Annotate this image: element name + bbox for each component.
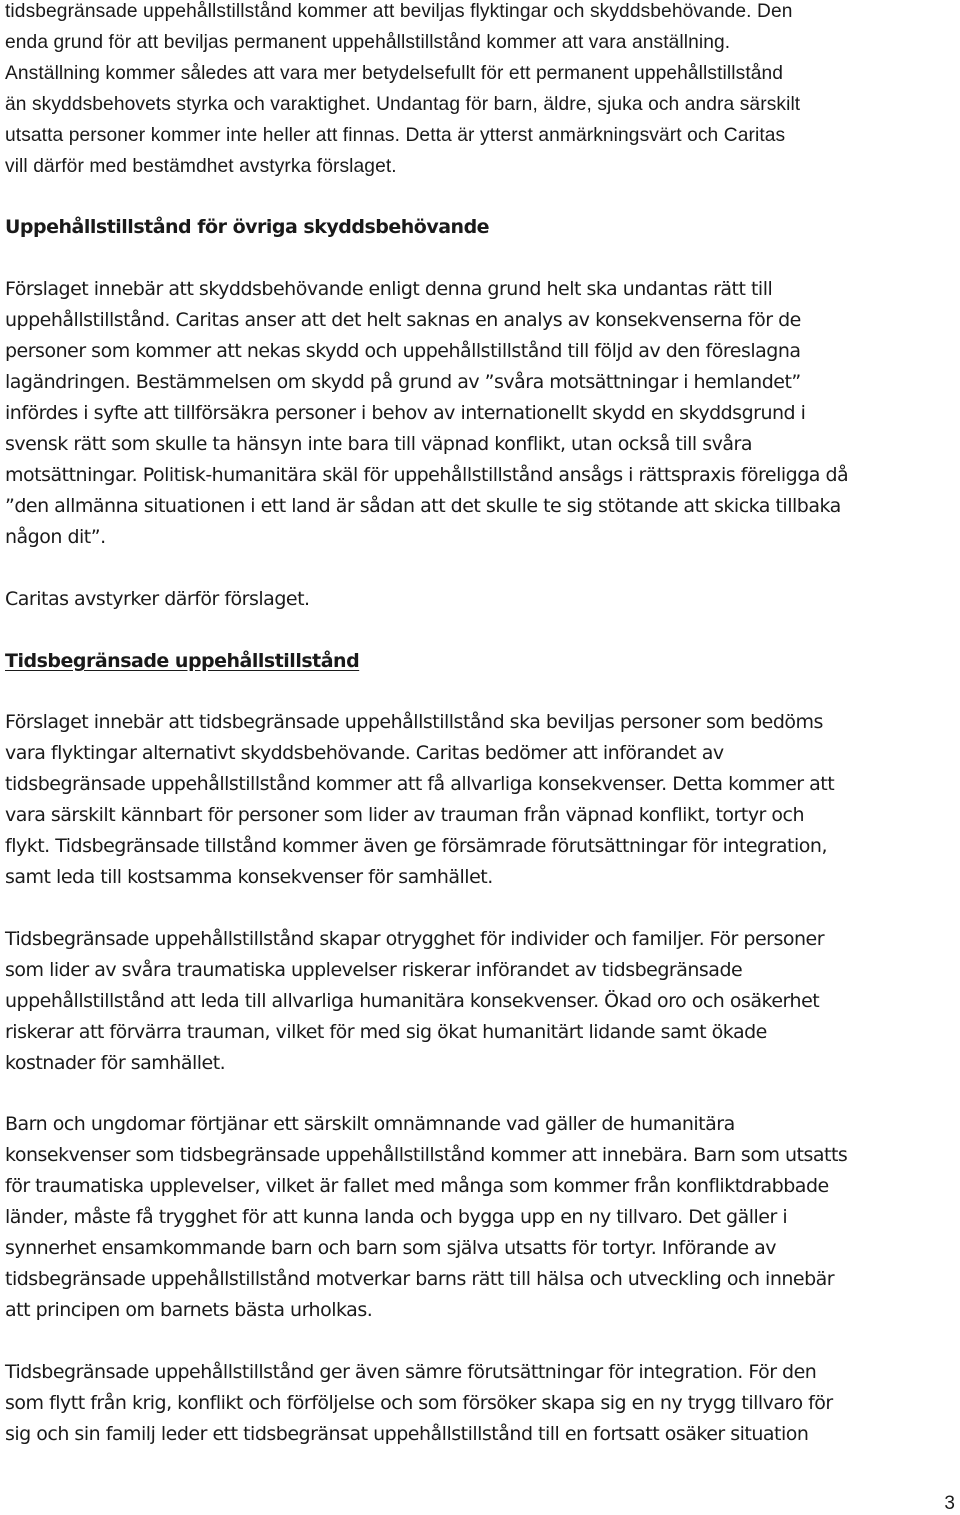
text-line: ”den allmänna situationen i ett land är sådan att det skulle te sig stötande att skicka tillbaka (5, 495, 841, 517)
text-line: svensk rätt som skulle ta hänsyn inte bara till väpnad konflikt, utan också till svåra (5, 433, 752, 455)
text-line: infördes i syfte att tillförsäkra personer i behov av internationellt skydd en skyddsgrund i (5, 402, 806, 424)
text-line: kostnader för samhället. (5, 1052, 226, 1074)
text-line: att principen om barnets bästa urholkas. (5, 1299, 373, 1321)
text-line: Förslaget innebär att tidsbegränsade uppehållstillstånd ska beviljas personer som bedöms (5, 711, 823, 733)
text-line: för traumatiska upplevelser, vilket är fallet med många som kommer från konfliktdrabbade (5, 1175, 829, 1197)
text-line: länder, måste få trygghet för att kunna landa och bygga upp en ny tillvaro. Det gäller i (5, 1206, 788, 1228)
text-line: Barn och ungdomar förtjänar ett särskilt omnämnande vad gäller de humanitära (5, 1113, 735, 1135)
text-line: personer som kommer att nekas skydd och uppehållstillstånd till följd av den föreslagna (5, 340, 801, 362)
section-heading: Tidsbegränsade uppehållstillstånd (5, 650, 360, 672)
text-line: lagändringen. Bestämmelsen om skydd på grund av ”svåra motsättningar i hemlandet” (5, 371, 801, 393)
text-line: sig och sin familj leder ett tidsbegränsat uppehållstillstånd till en fortsatt osäker situation (5, 1423, 809, 1445)
text-line: flykt. Tidsbegränsade tillstånd kommer även ge försämrade förutsättningar för integration, (5, 835, 827, 857)
text-line: Anställning kommer således att vara mer betydelsefullt för ett permanent uppehållstillstånd (5, 63, 784, 84)
text-line: tidsbegränsade uppehållstillstånd kommer att få allvarliga konsekvenser. Detta kommer att (5, 773, 835, 795)
paragraph: Caritas avstyrker därför förslaget. (5, 588, 310, 610)
text-line: vara flyktingar alternativt skyddsbehövande. Caritas bedömer att införandet av (5, 742, 724, 764)
text-line: konsekvenser som tidsbegränsade uppehållstillstånd kommer att innebära. Barn som utsatts (5, 1144, 848, 1166)
text-line: synnerhet ensamkommande barn och barn som själva utsatts för tortyr. Införande av (5, 1237, 777, 1259)
text-line: någon dit”. (5, 526, 106, 548)
text-line: uppehållstillstånd. Caritas anser att det helt saknas en analys av konsekvenserna för de (5, 309, 801, 331)
text-line: Tidsbegränsade uppehållstillstånd ger även sämre förutsättningar för integration. För den (5, 1361, 817, 1383)
text-line: som lider av svåra traumatiska upplevelser riskerar införandet av tidsbegränsade (5, 959, 743, 981)
text-line: enda grund för att beviljas permanent uppehållstillstånd kommer att vara anställning. (5, 32, 731, 53)
text-line: Tidsbegränsade uppehållstillstånd skapar otrygghet för individer och familjer. För personer (5, 928, 825, 950)
text-line: än skyddsbehovets styrka och varaktighet. Undantag för barn, äldre, sjuka och andra särskilt (5, 94, 801, 115)
text-line: som flytt från krig, konflikt och förföljelse och som försöker skapa sig en ny trygg tillvaro för (5, 1392, 833, 1414)
text-line: motsättningar. Politisk-humanitära skäl för uppehållstillstånd ansågs i rättspraxis föreligga då (5, 464, 849, 486)
text-line: riskerar att förvärra trauman, vilket för med sig ökat humanitärt lidande samt ökade (5, 1021, 767, 1043)
text-line: vill därför med bestämdhet avstyrka förslaget. (5, 156, 397, 177)
page-number: 3 (944, 1493, 955, 1514)
text-line: uppehållstillstånd att leda till allvarliga humanitära konsekvenser. Ökad oro och osäkerhet (5, 990, 820, 1012)
text-line: Förslaget innebär att skyddsbehövande enligt denna grund helt ska undantas rätt till (5, 278, 773, 300)
text-line: tidsbegränsade uppehållstillstånd motverkar barns rätt till hälsa och utveckling och innebär (5, 1268, 835, 1290)
section-heading: Uppehållstillstånd för övriga skyddsbehövande (5, 216, 490, 238)
text-line: utsatta personer kommer inte heller att finnas. Detta är ytterst anmärkningsvärt och Caritas (5, 125, 786, 146)
text-line: samt leda till kostsamma konsekvenser för samhället. (5, 866, 493, 888)
text-line: vara särskilt kännbart för personer som lider av trauman från väpnad konflikt, tortyr och (5, 804, 805, 826)
text-line: tidsbegränsade uppehållstillstånd kommer att beviljas flyktingar och skyddsbehövande. Den (5, 1, 793, 22)
